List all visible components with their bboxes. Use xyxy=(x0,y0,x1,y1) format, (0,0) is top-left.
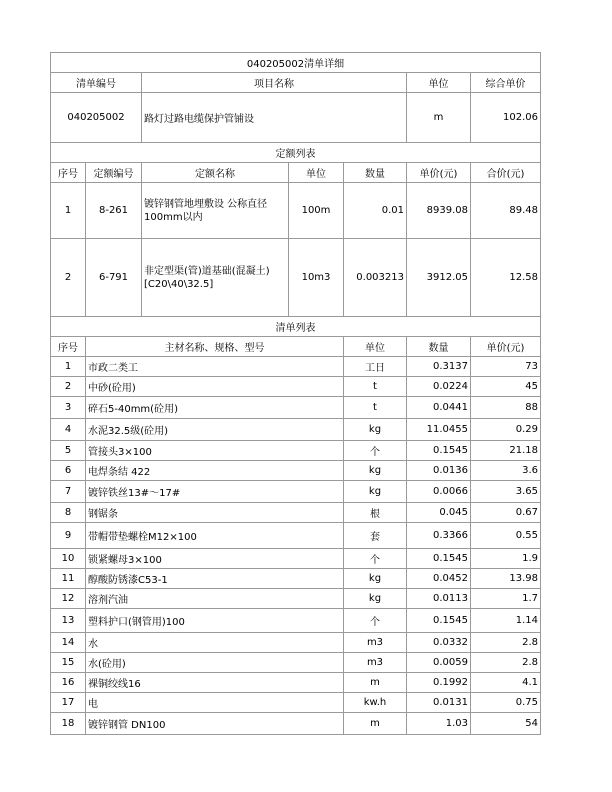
material-qty: 0.045 xyxy=(407,503,471,523)
material-name: 钢锯条 xyxy=(86,503,344,523)
material-unit: 个 xyxy=(344,609,407,633)
material-row xyxy=(51,523,541,549)
material-row xyxy=(51,589,541,609)
material-no: 3 xyxy=(51,397,86,419)
material-qty: 0.0224 xyxy=(407,377,471,397)
material-name: 镀锌钢管 DN100 xyxy=(86,713,344,735)
quota-col-name: 定额名称 xyxy=(142,163,289,183)
material-row xyxy=(51,609,541,633)
material-no: 10 xyxy=(51,549,86,569)
quota-col-code: 定额编号 xyxy=(86,163,142,183)
material-name: 中砂(砼用) xyxy=(86,377,344,397)
material-price: 4.1 xyxy=(471,673,541,693)
materials-col-qty: 数量 xyxy=(407,337,471,357)
material-price: 54 xyxy=(471,713,541,735)
quota-name: 镀锌钢管地埋敷设 公称直径100mm以内 xyxy=(142,183,289,239)
material-price: 13.98 xyxy=(471,569,541,589)
quota-col-total: 合价(元) xyxy=(471,163,541,183)
material-qty: 0.3137 xyxy=(407,357,471,377)
material-name: 带帽带垫螺栓M12×100 xyxy=(86,523,344,549)
material-unit: 工日 xyxy=(344,357,407,377)
quota-header-row xyxy=(51,163,541,183)
quota-qty: 0.01 xyxy=(344,183,407,239)
materials-header-row xyxy=(51,337,541,357)
material-price: 2.8 xyxy=(471,633,541,653)
material-no: 15 xyxy=(51,653,86,673)
materials-col-unit: 单位 xyxy=(344,337,407,357)
material-name: 市政二类工 xyxy=(86,357,344,377)
material-name: 塑料护口(钢管用)100 xyxy=(86,609,344,633)
material-unit: kg xyxy=(344,569,407,589)
quota-section-title: 定额列表 xyxy=(51,143,541,163)
material-unit: kg xyxy=(344,589,407,609)
material-row xyxy=(51,419,541,441)
quota-no: 1 xyxy=(51,183,86,239)
material-unit: kg xyxy=(344,481,407,503)
quota-unit: 10m3 xyxy=(289,239,344,317)
material-no: 16 xyxy=(51,673,86,693)
material-price: 73 xyxy=(471,357,541,377)
material-row xyxy=(51,633,541,653)
material-row xyxy=(51,441,541,461)
material-qty: 0.1992 xyxy=(407,673,471,693)
material-price: 1.7 xyxy=(471,589,541,609)
material-unit: 个 xyxy=(344,549,407,569)
material-unit: m3 xyxy=(344,653,407,673)
material-unit: 个 xyxy=(344,441,407,461)
material-no: 4 xyxy=(51,419,86,441)
material-qty: 0.0441 xyxy=(407,397,471,419)
material-no: 12 xyxy=(51,589,86,609)
material-unit: m xyxy=(344,673,407,693)
material-qty: 0.0059 xyxy=(407,653,471,673)
material-no: 2 xyxy=(51,377,86,397)
material-no: 11 xyxy=(51,569,86,589)
material-price: 1.14 xyxy=(471,609,541,633)
material-qty: 1.03 xyxy=(407,713,471,735)
quota-total: 89.48 xyxy=(471,183,541,239)
material-unit: 套 xyxy=(344,523,407,549)
material-qty: 0.0066 xyxy=(407,481,471,503)
material-price: 2.8 xyxy=(471,653,541,673)
material-name: 镀锌铁丝13#～17# xyxy=(86,481,344,503)
material-unit: kw.h xyxy=(344,693,407,713)
material-unit: m xyxy=(344,713,407,735)
material-no: 7 xyxy=(51,481,86,503)
quota-no: 2 xyxy=(51,239,86,317)
header-col-code: 清单编号 xyxy=(51,73,142,93)
material-price: 21.18 xyxy=(471,441,541,461)
material-name: 水(砼用) xyxy=(86,653,344,673)
material-no: 18 xyxy=(51,713,86,735)
quota-col-no: 序号 xyxy=(51,163,86,183)
material-row xyxy=(51,397,541,419)
quota-row xyxy=(51,239,541,317)
materials-col-name: 主材名称、规格、型号 xyxy=(86,337,344,357)
material-row xyxy=(51,713,541,735)
material-qty: 0.3366 xyxy=(407,523,471,549)
material-qty: 11.0455 xyxy=(407,419,471,441)
material-qty: 0.0452 xyxy=(407,569,471,589)
material-row xyxy=(51,549,541,569)
material-price: 0.55 xyxy=(471,523,541,549)
bill-unit: m xyxy=(407,93,471,143)
sheet-title: 040205002清单详细 xyxy=(51,53,541,73)
material-no: 17 xyxy=(51,693,86,713)
quota-qty: 0.003213 xyxy=(344,239,407,317)
quota-code: 8-261 xyxy=(86,183,142,239)
header-col-unit: 单位 xyxy=(407,73,471,93)
material-qty: 0.1545 xyxy=(407,609,471,633)
quota-price: 8939.08 xyxy=(407,183,471,239)
material-price: 3.6 xyxy=(471,461,541,481)
material-name: 裸铜绞线16 xyxy=(86,673,344,693)
material-unit: kg xyxy=(344,419,407,441)
material-name: 电焊条结 422 xyxy=(86,461,344,481)
material-price: 0.29 xyxy=(471,419,541,441)
material-row xyxy=(51,673,541,693)
material-price: 0.67 xyxy=(471,503,541,523)
quota-col-price: 单价(元) xyxy=(407,163,471,183)
material-row xyxy=(51,693,541,713)
quota-col-unit: 单位 xyxy=(289,163,344,183)
bill-unit-price: 102.06 xyxy=(471,93,541,143)
material-name: 管接头3×100 xyxy=(86,441,344,461)
material-price: 3.65 xyxy=(471,481,541,503)
quota-total: 12.58 xyxy=(471,239,541,317)
material-unit: 根 xyxy=(344,503,407,523)
material-price: 0.75 xyxy=(471,693,541,713)
material-name: 溶剂汽油 xyxy=(86,589,344,609)
material-unit: t xyxy=(344,377,407,397)
quota-unit: 100m xyxy=(289,183,344,239)
material-no: 6 xyxy=(51,461,86,481)
material-qty: 0.0136 xyxy=(407,461,471,481)
material-row xyxy=(51,461,541,481)
table-body xyxy=(51,53,541,735)
materials-col-no: 序号 xyxy=(51,337,86,357)
material-row xyxy=(51,377,541,397)
material-no: 14 xyxy=(51,633,86,653)
material-name: 水泥32.5级(砼用) xyxy=(86,419,344,441)
material-name: 锁紧螺母3×100 xyxy=(86,549,344,569)
quota-name: 非定型渠(管)道基础(混凝土)[C20\40\32.5] xyxy=(142,239,289,317)
header-col-name: 项目名称 xyxy=(142,73,407,93)
quota-col-qty: 数量 xyxy=(344,163,407,183)
material-qty: 0.1545 xyxy=(407,441,471,461)
material-row xyxy=(51,653,541,673)
material-unit: m3 xyxy=(344,633,407,653)
quota-code: 6-791 xyxy=(86,239,142,317)
material-row xyxy=(51,357,541,377)
material-qty: 0.1545 xyxy=(407,549,471,569)
material-unit: t xyxy=(344,397,407,419)
material-no: 5 xyxy=(51,441,86,461)
quota-price: 3912.05 xyxy=(407,239,471,317)
material-row xyxy=(51,503,541,523)
material-qty: 0.0113 xyxy=(407,589,471,609)
material-no: 9 xyxy=(51,523,86,549)
material-no: 1 xyxy=(51,357,86,377)
quota-row xyxy=(51,183,541,239)
material-name: 电 xyxy=(86,693,344,713)
bill-detail-sheet xyxy=(50,52,540,735)
material-price: 88 xyxy=(471,397,541,419)
materials-col-price: 单价(元) xyxy=(471,337,541,357)
material-no: 8 xyxy=(51,503,86,523)
bill-code: 040205002 xyxy=(51,93,142,143)
material-unit: kg xyxy=(344,461,407,481)
header-col-price: 综合单价 xyxy=(471,73,541,93)
bill-item-name: 路灯过路电缆保护管铺设 xyxy=(142,93,407,143)
bill-detail-table xyxy=(50,52,541,735)
material-qty: 0.0332 xyxy=(407,633,471,653)
material-price: 45 xyxy=(471,377,541,397)
material-name: 碎石5-40mm(砼用) xyxy=(86,397,344,419)
material-name: 水 xyxy=(86,633,344,653)
materials-section-title: 清单列表 xyxy=(51,317,541,337)
material-row xyxy=(51,569,541,589)
material-row xyxy=(51,481,541,503)
material-no: 13 xyxy=(51,609,86,633)
material-price: 1.9 xyxy=(471,549,541,569)
material-qty: 0.0131 xyxy=(407,693,471,713)
material-name: 醇酸防锈漆C53-1 xyxy=(86,569,344,589)
